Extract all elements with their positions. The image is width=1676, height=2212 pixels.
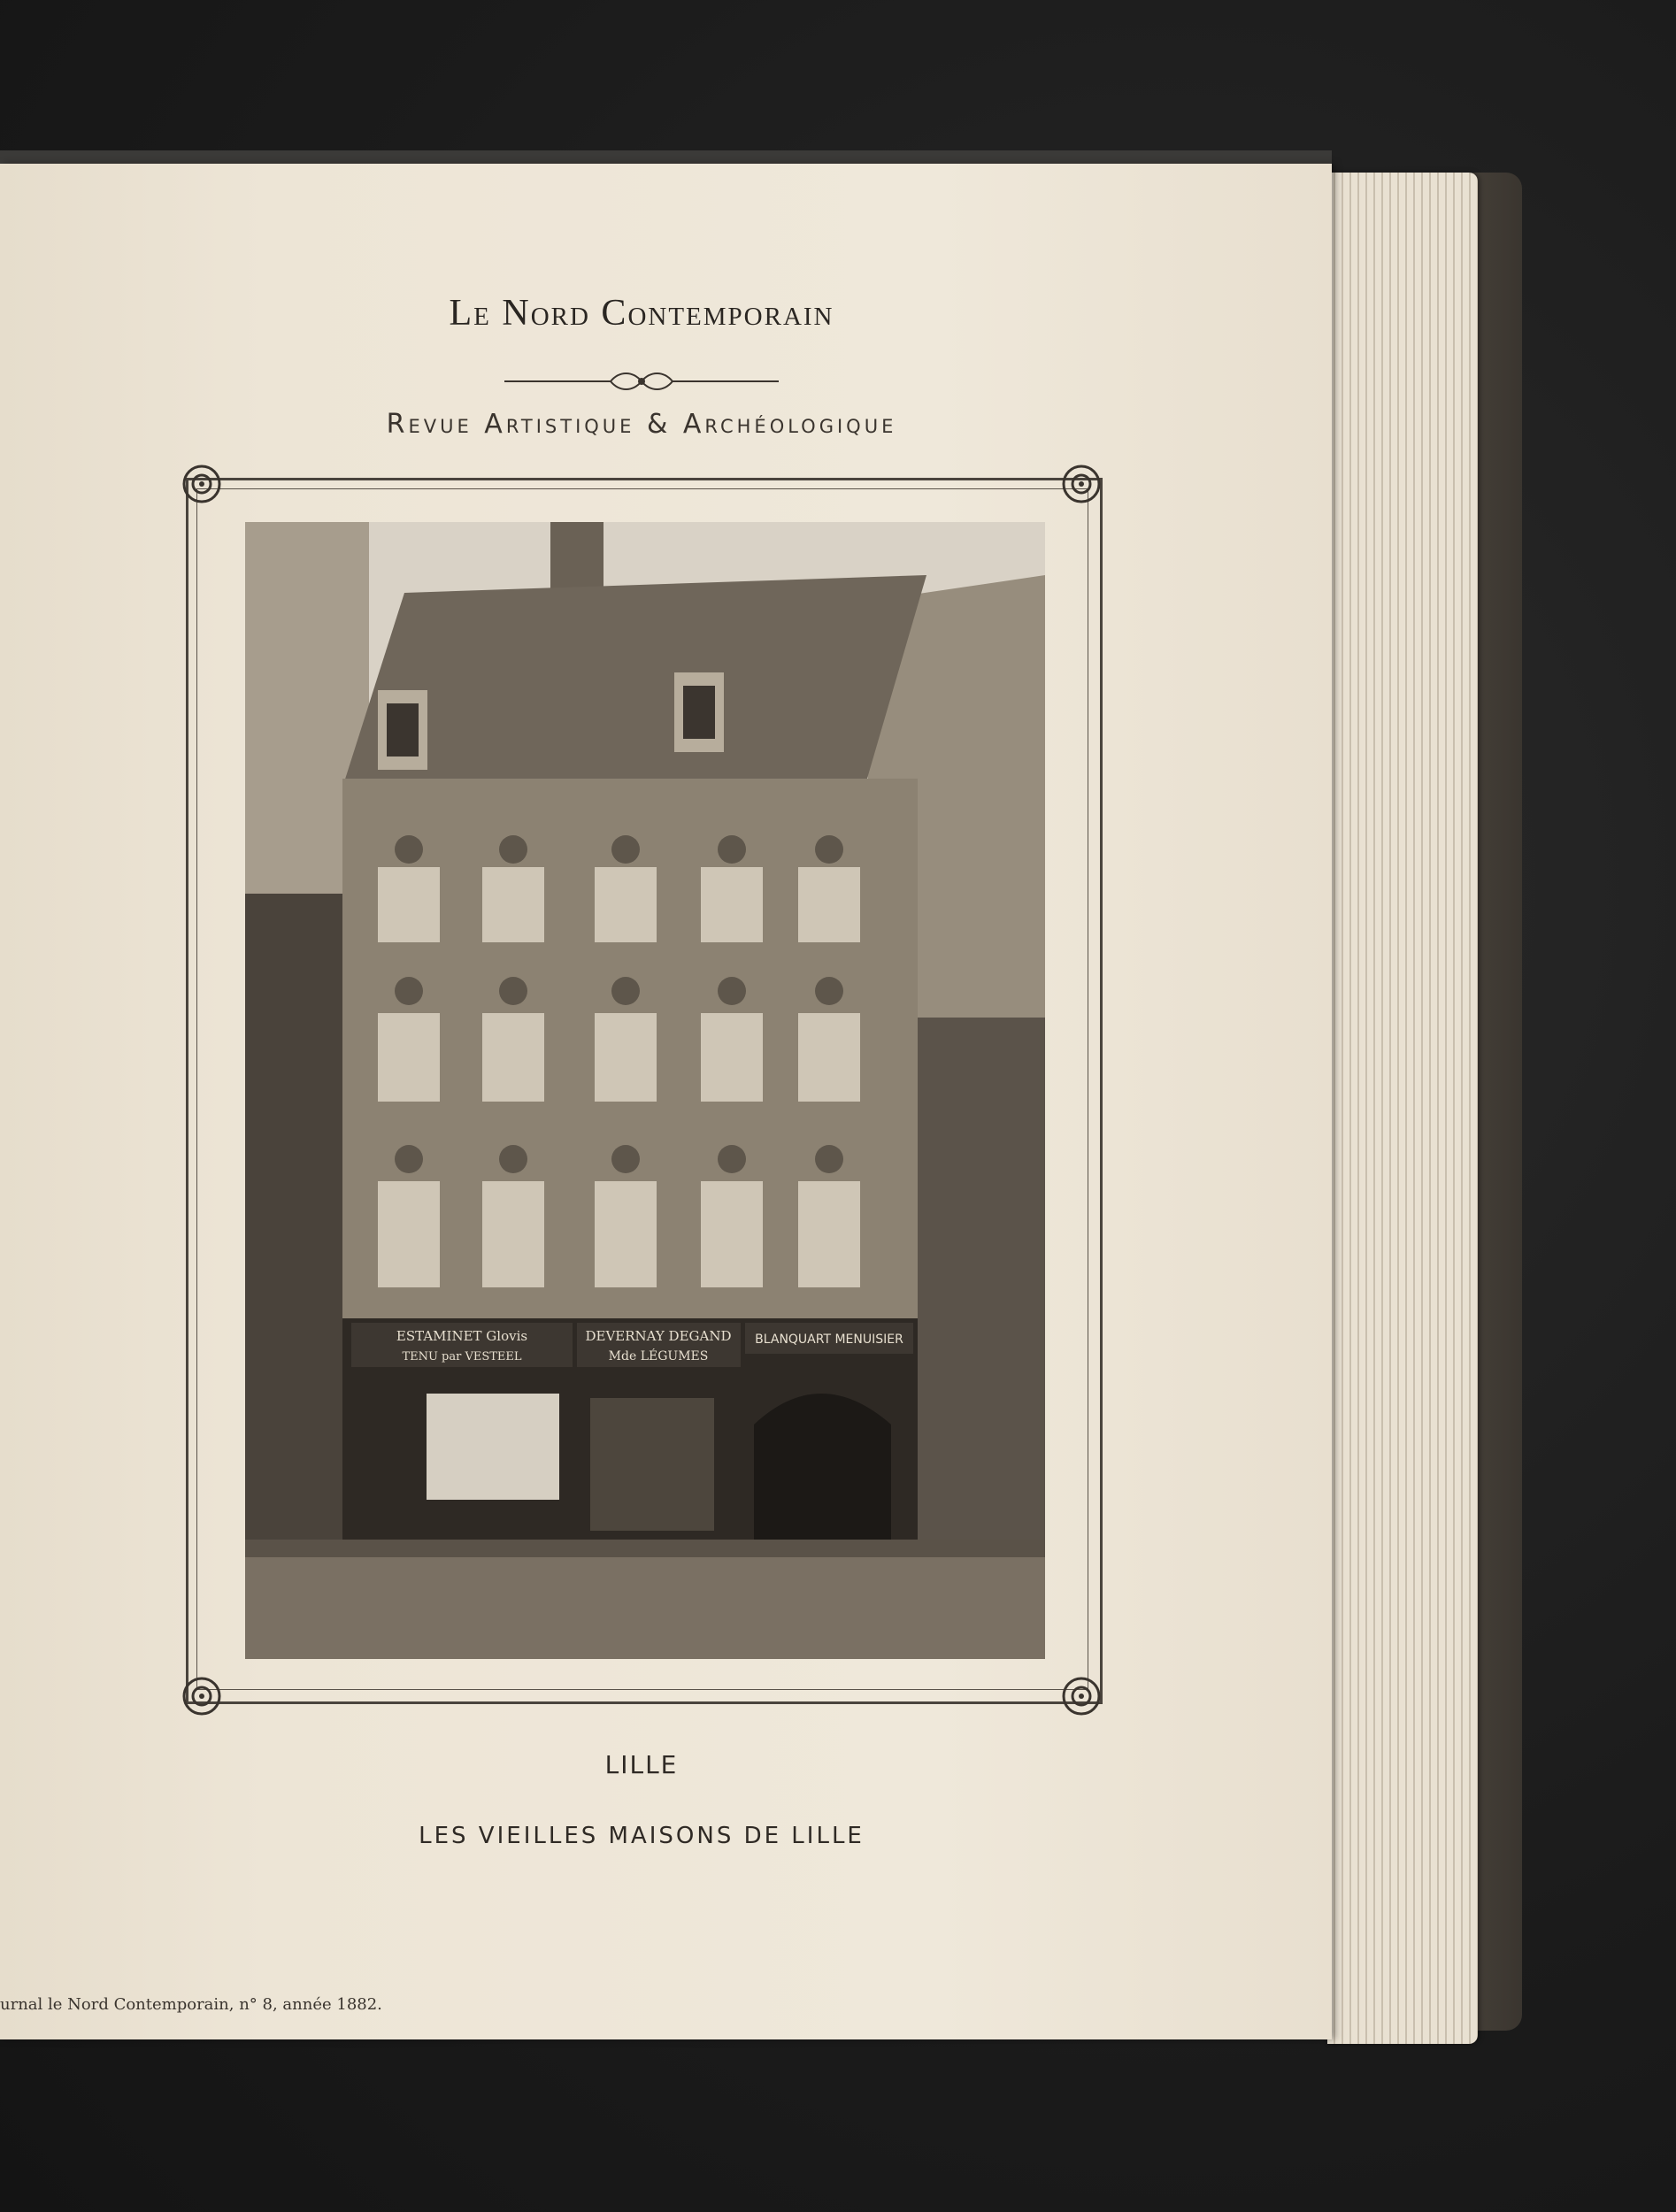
journal-subtitle: Revue Artistique & Archéologique bbox=[386, 409, 897, 440]
corner-ornament-icon bbox=[1053, 1668, 1110, 1724]
corner-ornament-icon bbox=[173, 456, 230, 512]
corner-ornament-icon bbox=[173, 1668, 230, 1724]
shop-sign-text: TENU par VESTEEL bbox=[402, 1350, 522, 1363]
caption-place: LILLE bbox=[604, 1750, 679, 1779]
page-stack-edges bbox=[1327, 173, 1478, 2044]
shop-sign-text: Mde LÉGUMES bbox=[608, 1349, 709, 1363]
journal-title: Le Nord Contemporain bbox=[449, 293, 834, 334]
shop-sign-text: DEVERNAY DEGAND bbox=[585, 1328, 732, 1344]
building-photograph bbox=[245, 522, 1045, 1659]
photo-scene bbox=[245, 522, 1045, 1659]
street bbox=[245, 1540, 1045, 1659]
shop-sign-text: BLANQUART MENUISIER bbox=[755, 1333, 903, 1347]
caption-title: LES VIEILLES MAISONS DE LILLE bbox=[419, 1823, 865, 1849]
footer-credit: urnal le Nord Contemporain, n° 8, année 1882. bbox=[0, 1995, 382, 2014]
corner-ornament-icon bbox=[1053, 456, 1110, 512]
title-ornament-icon bbox=[504, 368, 779, 395]
archway bbox=[754, 1394, 891, 1540]
roof bbox=[342, 575, 926, 787]
shop-sign-text: ESTAMINET Glovis bbox=[396, 1328, 528, 1344]
